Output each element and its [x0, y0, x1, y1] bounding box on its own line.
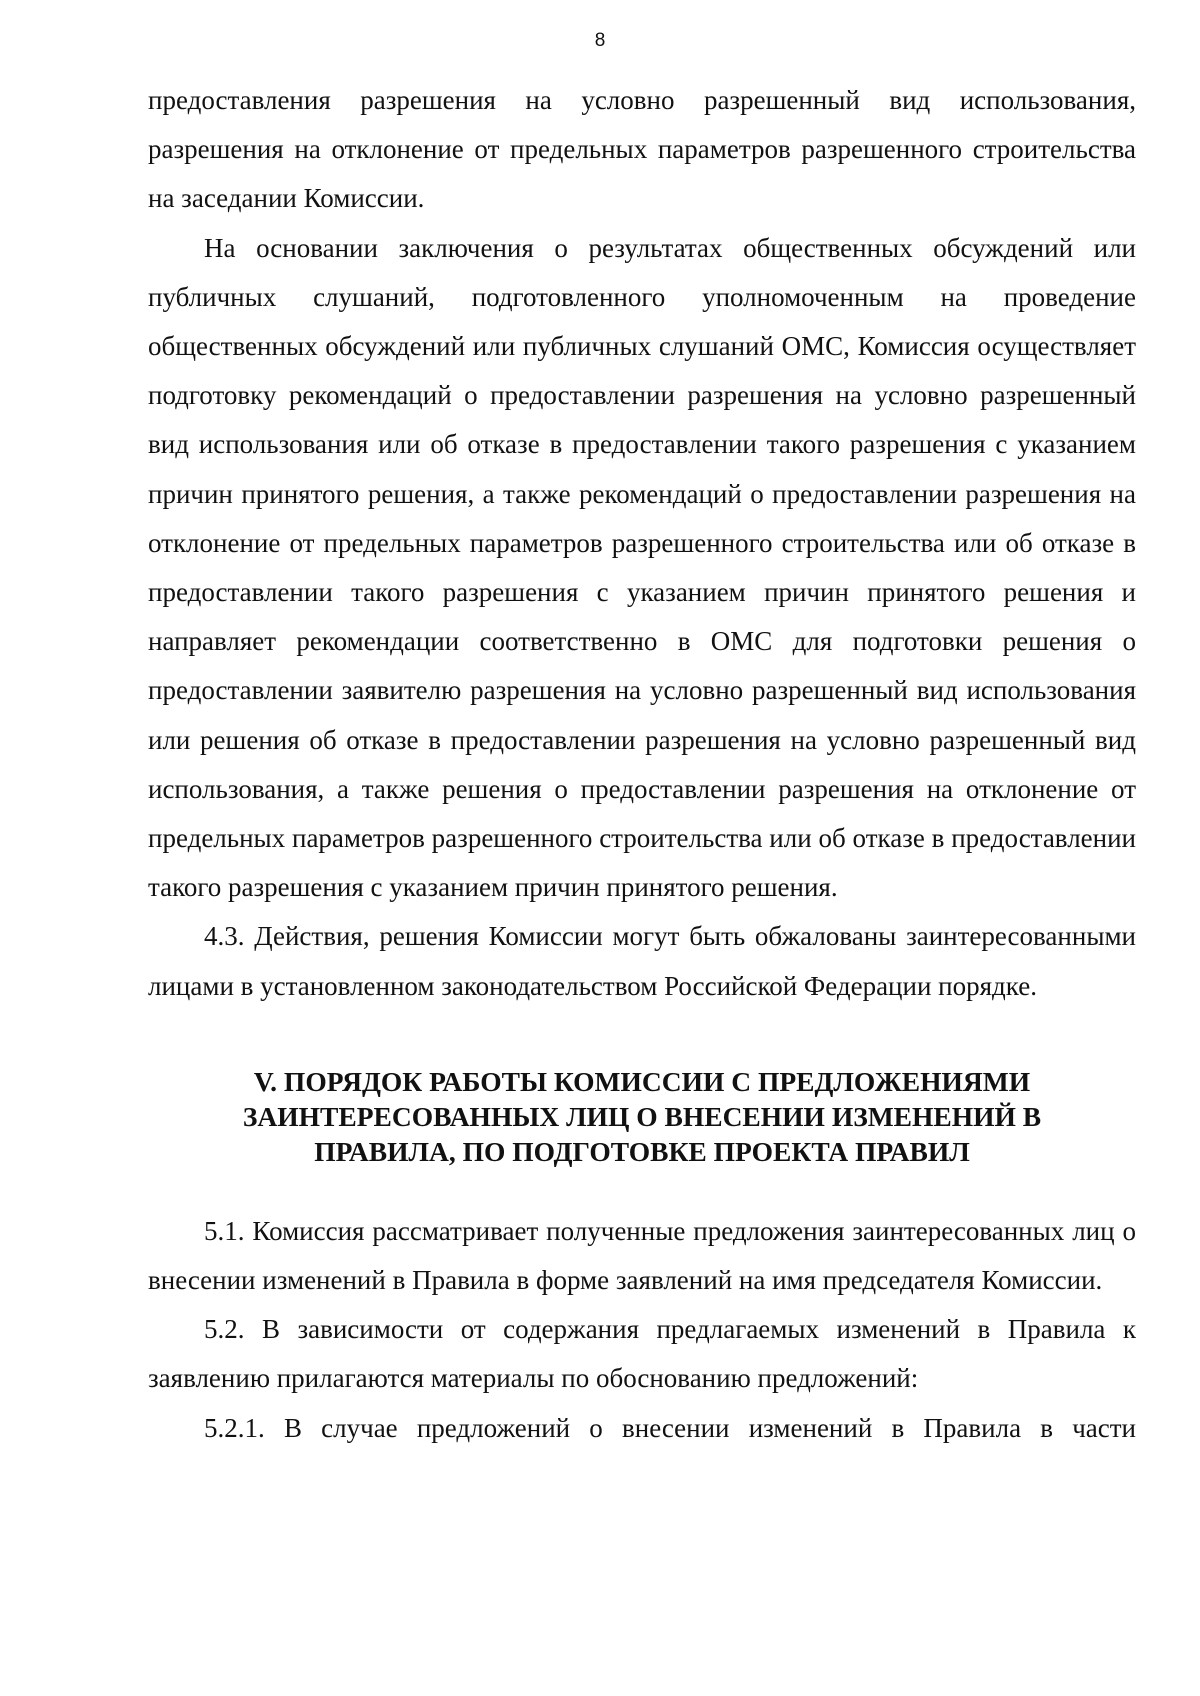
paragraph-continuation: предоставления разрешения на условно разрешенный вид использования, разрешения на отклонение от предельных параметров разрешенного строительства на заседании Комиссии.: [148, 85, 1136, 214]
paragraph-4-3: 4.3. Действия, решения Комиссии могут быть обжалованы заинтересованными лицами в установленном законодательством Российской Федерации порядке.: [148, 921, 1136, 1001]
section-heading-v: [148, 1064, 1136, 1169]
document-body: [148, 76, 1136, 1453]
paragraph-commission-recommendations: На основании заключения о результатах общественных обсуждений или публичных слушаний, подготовленного уполномоченным на проведение общественных обсуждений или публичных слушаний ОМС, Комиссия осуществляет подготовку рекомендаций о предоставлении разрешения на условно разрешенный вид использования или об отказе в предоставлении такого разрешения с указанием причин принятого решения, а также рекомендаций о предоставлении разрешения на отклонение от предельных параметров разрешенного строительства или об отказе в предоставлении такого разрешения с указанием причин принятого решения и направляет рекомендации соответственно в ОМС для подготовки решения о предоставлении заявителю разрешения на условно разрешенный вид использования или решения об отказе в предоставлении разрешения на условно разрешенный вид использования, а также решения о предоставлении разрешения на отклонение от предельных параметров разрешенного строительства или об отказе в предоставлении такого разрешения с указанием причин принятого решения.: [148, 232, 1136, 903]
section-heading-line: ПРАВИЛА, ПО ПОДГОТОВКЕ ПРОЕКТА ПРАВИЛ: [314, 1135, 970, 1167]
page-number: 8: [594, 30, 606, 51]
section-heading-line: ЗАИНТЕРЕСОВАННЫХ ЛИЦ О ВНЕСЕНИИ ИЗМЕНЕНИЙ В: [242, 1100, 1042, 1132]
paragraph-5-2-1: 5.2.1. В случае предложений о внесении изменений в Правила в части: [204, 1412, 1136, 1443]
paragraph-5-2: 5.2. В зависимости от содержания предлагаемых изменений в Правила к заявлению прилагаются материалы по обоснованию предложений:: [148, 1314, 1136, 1394]
section-heading-line: V. ПОРЯДОК РАБОТЫ КОМИССИИ С ПРЕДЛОЖЕНИЯМИ: [253, 1065, 1031, 1097]
paragraph-5-1: 5.1. Комиссия рассматривает полученные предложения заинтересованных лиц о внесении изменений в Правила в форме заявлений на имя председателя Комиссии.: [148, 1215, 1136, 1296]
